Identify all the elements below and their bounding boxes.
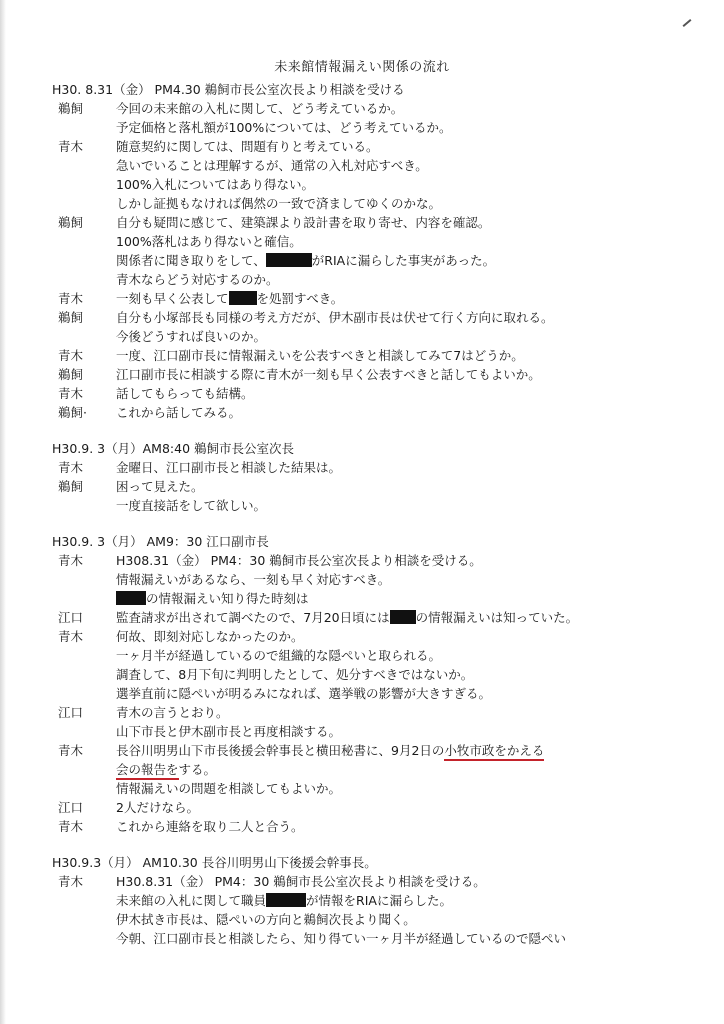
- dialog-line: 100%入札についてはあり得ない。: [116, 177, 314, 192]
- dialog-line: 一ヶ月半が経過しているので組織的な隠ぺいと取られる。: [116, 648, 442, 663]
- redaction-block: [229, 291, 257, 305]
- section-header: H30.9. 3（月） AM9：30 江口副市長: [52, 534, 269, 549]
- speaker: 鵜飼·: [58, 405, 87, 420]
- dialog-line: H308.31（金） PM4：30 鵜飼市長公室次長より相談を受ける。: [116, 553, 482, 568]
- speaker: 江口: [58, 610, 84, 625]
- speaker: 青木: [58, 629, 84, 644]
- dialog-line: 金曜日、江口副市長と相談した結果は。: [116, 460, 342, 475]
- dialog-line: 今後どうすれば良いのか。: [116, 329, 267, 344]
- dialog-line: 話してもらっても結構。: [116, 386, 254, 401]
- dialog-line: 自分も小塚部長も同様の考え方だが、伊木副市長は伏せて行く方向に取れる。: [116, 310, 554, 325]
- dialog-line: 青木の言うとおり。: [116, 705, 229, 720]
- speaker: 青木: [58, 291, 84, 306]
- speaker: 青木: [58, 386, 84, 401]
- dialog-line: 何故、即刻対応しなかったのか。: [116, 629, 304, 644]
- dialog-line: [116, 589, 309, 607]
- speaker: 江口: [58, 800, 84, 815]
- dialog-line: 急いでいることは理解するが、通常の入札対応すべき。: [116, 158, 428, 173]
- speaker: 青木: [58, 743, 84, 758]
- line-text: 一刻も早く公表して: [116, 291, 229, 306]
- speaker: 青木: [58, 460, 84, 475]
- dialog-line: これから連絡を取り二人と合う。: [116, 819, 304, 834]
- speaker: 鵜飼: [58, 367, 84, 382]
- section-header: H30.9. 3（月）AM8:40 鵜飼市長公室次長: [52, 441, 295, 456]
- speaker: 青木: [58, 874, 84, 889]
- dialog-line: 江口副市長に相談する際に青木が一刻も早く公表すべきと話してもよいか。: [116, 367, 541, 382]
- redaction-block: [266, 253, 312, 267]
- speaker: 鵜飼: [58, 479, 84, 494]
- dialog-line: これから話してみる。: [116, 405, 242, 420]
- dialog-line: [116, 760, 216, 778]
- section-header: H30. 8.31（金） PM4.30 鵜飼市長公室次長より相談を受ける: [52, 82, 405, 97]
- line-text: 関係者に聞き取りをして、: [116, 253, 266, 268]
- dialog-line: 2人だけなら。: [116, 800, 199, 815]
- dialog-line: 予定価格と落札額が100%については、どう考えているか。: [116, 120, 452, 135]
- redaction-block: [390, 610, 416, 624]
- speaker: 青木: [58, 553, 84, 568]
- line-text: する。: [178, 762, 217, 777]
- speaker: 江口: [58, 705, 84, 720]
- dialog-line: 一度、江口副市長に情報漏えいを公表すべきと相談してみて7はどうか。: [116, 348, 524, 363]
- dialog-line: 自分も疑問に感じて、建築課より設計書を取り寄せ、内容を確認。: [116, 215, 491, 230]
- dialog-line: 青木ならどう対応するのか。: [116, 272, 279, 287]
- line-text: 長谷川明男山下市長後援会幹事長と横田秘書に、9月2日の: [116, 743, 445, 758]
- dialog-line: しかし証拠もなければ偶然の一致で済ましてゆくのかな。: [116, 196, 442, 211]
- dialog-line: 今回の未来館の入札に関して、どう考えているか。: [116, 101, 404, 116]
- dialog-line: [116, 741, 544, 759]
- speaker: 青木: [58, 348, 84, 363]
- redaction-block: [266, 893, 306, 907]
- dialog-line: [116, 608, 578, 626]
- speaker: 青木: [58, 819, 84, 834]
- scan-edge-left: [0, 0, 6, 1024]
- dialog-line: H30.8.31（金） PM4：30 鵜飼市長公室次長より相談を受ける。: [116, 874, 486, 889]
- dialog-line: 随意契約に関しては、問題有りと考えている。: [116, 139, 379, 154]
- dialog-line: 伊木拭き市長は、隠ぺいの方向と鵜飼次長より聞く。: [116, 912, 416, 927]
- line-text: の情報漏えいは知っていた。: [415, 610, 579, 625]
- dialog-line: 100%落札はあり得ないと確信。: [116, 234, 302, 249]
- dialog-line: 山下市長と伊木副市長と再度相談する。: [116, 724, 342, 739]
- dialog-line: 情報漏えいがあるなら、一刻も早く対応すべき。: [116, 572, 391, 587]
- line-text: が情報をRIAに漏らした。: [306, 893, 452, 908]
- line-text: の情報漏えい知り得た時刻は: [146, 591, 309, 606]
- section-header: H30.9.3（月） AM10.30 長谷川明男山下後援会幹事長。: [52, 855, 377, 870]
- dialog-line: [116, 289, 343, 307]
- speaker: 鵜飼: [58, 215, 84, 230]
- document-title: 未来館情報漏えい関係の流れ: [274, 60, 450, 75]
- speaker: 青木: [58, 139, 84, 154]
- pen-mark: [683, 19, 692, 27]
- speaker: 鵜飼: [58, 101, 84, 116]
- dialog-line: [116, 891, 452, 909]
- redaction-block: [116, 591, 146, 605]
- dialog-line: 選挙直前に隠ぺいが明るみになれば、選挙戦の影響が大きすぎる。: [116, 686, 492, 701]
- speaker: 鵜飼: [58, 310, 84, 325]
- dialog-line: 調査して、8月下旬に判明したとして、処分すべきではないか。: [116, 667, 474, 682]
- line-text: を処罰すべき。: [256, 291, 344, 306]
- line-text: 監査請求が出されて調べたので、7月20日頃には: [116, 610, 390, 625]
- dialog-line: 一度直接話をして欲しい。: [116, 498, 267, 513]
- line-text: がRIAに漏らした事実があった。: [311, 253, 496, 268]
- underlined-text: 小牧市政をかえる: [444, 743, 544, 761]
- dialog-line: [116, 251, 495, 269]
- line-text: 未来館の入札に関して職員: [116, 893, 267, 908]
- dialog-line: 情報漏えいの問題を相談してもよいか。: [116, 781, 342, 796]
- dialog-line: 今朝、江口副市長と相談したら、知り得てい一ヶ月半が経過しているので隠ぺい: [116, 931, 567, 946]
- underlined-text: 会の報告を: [116, 762, 179, 780]
- dialog-line: 困って見えた。: [116, 479, 204, 494]
